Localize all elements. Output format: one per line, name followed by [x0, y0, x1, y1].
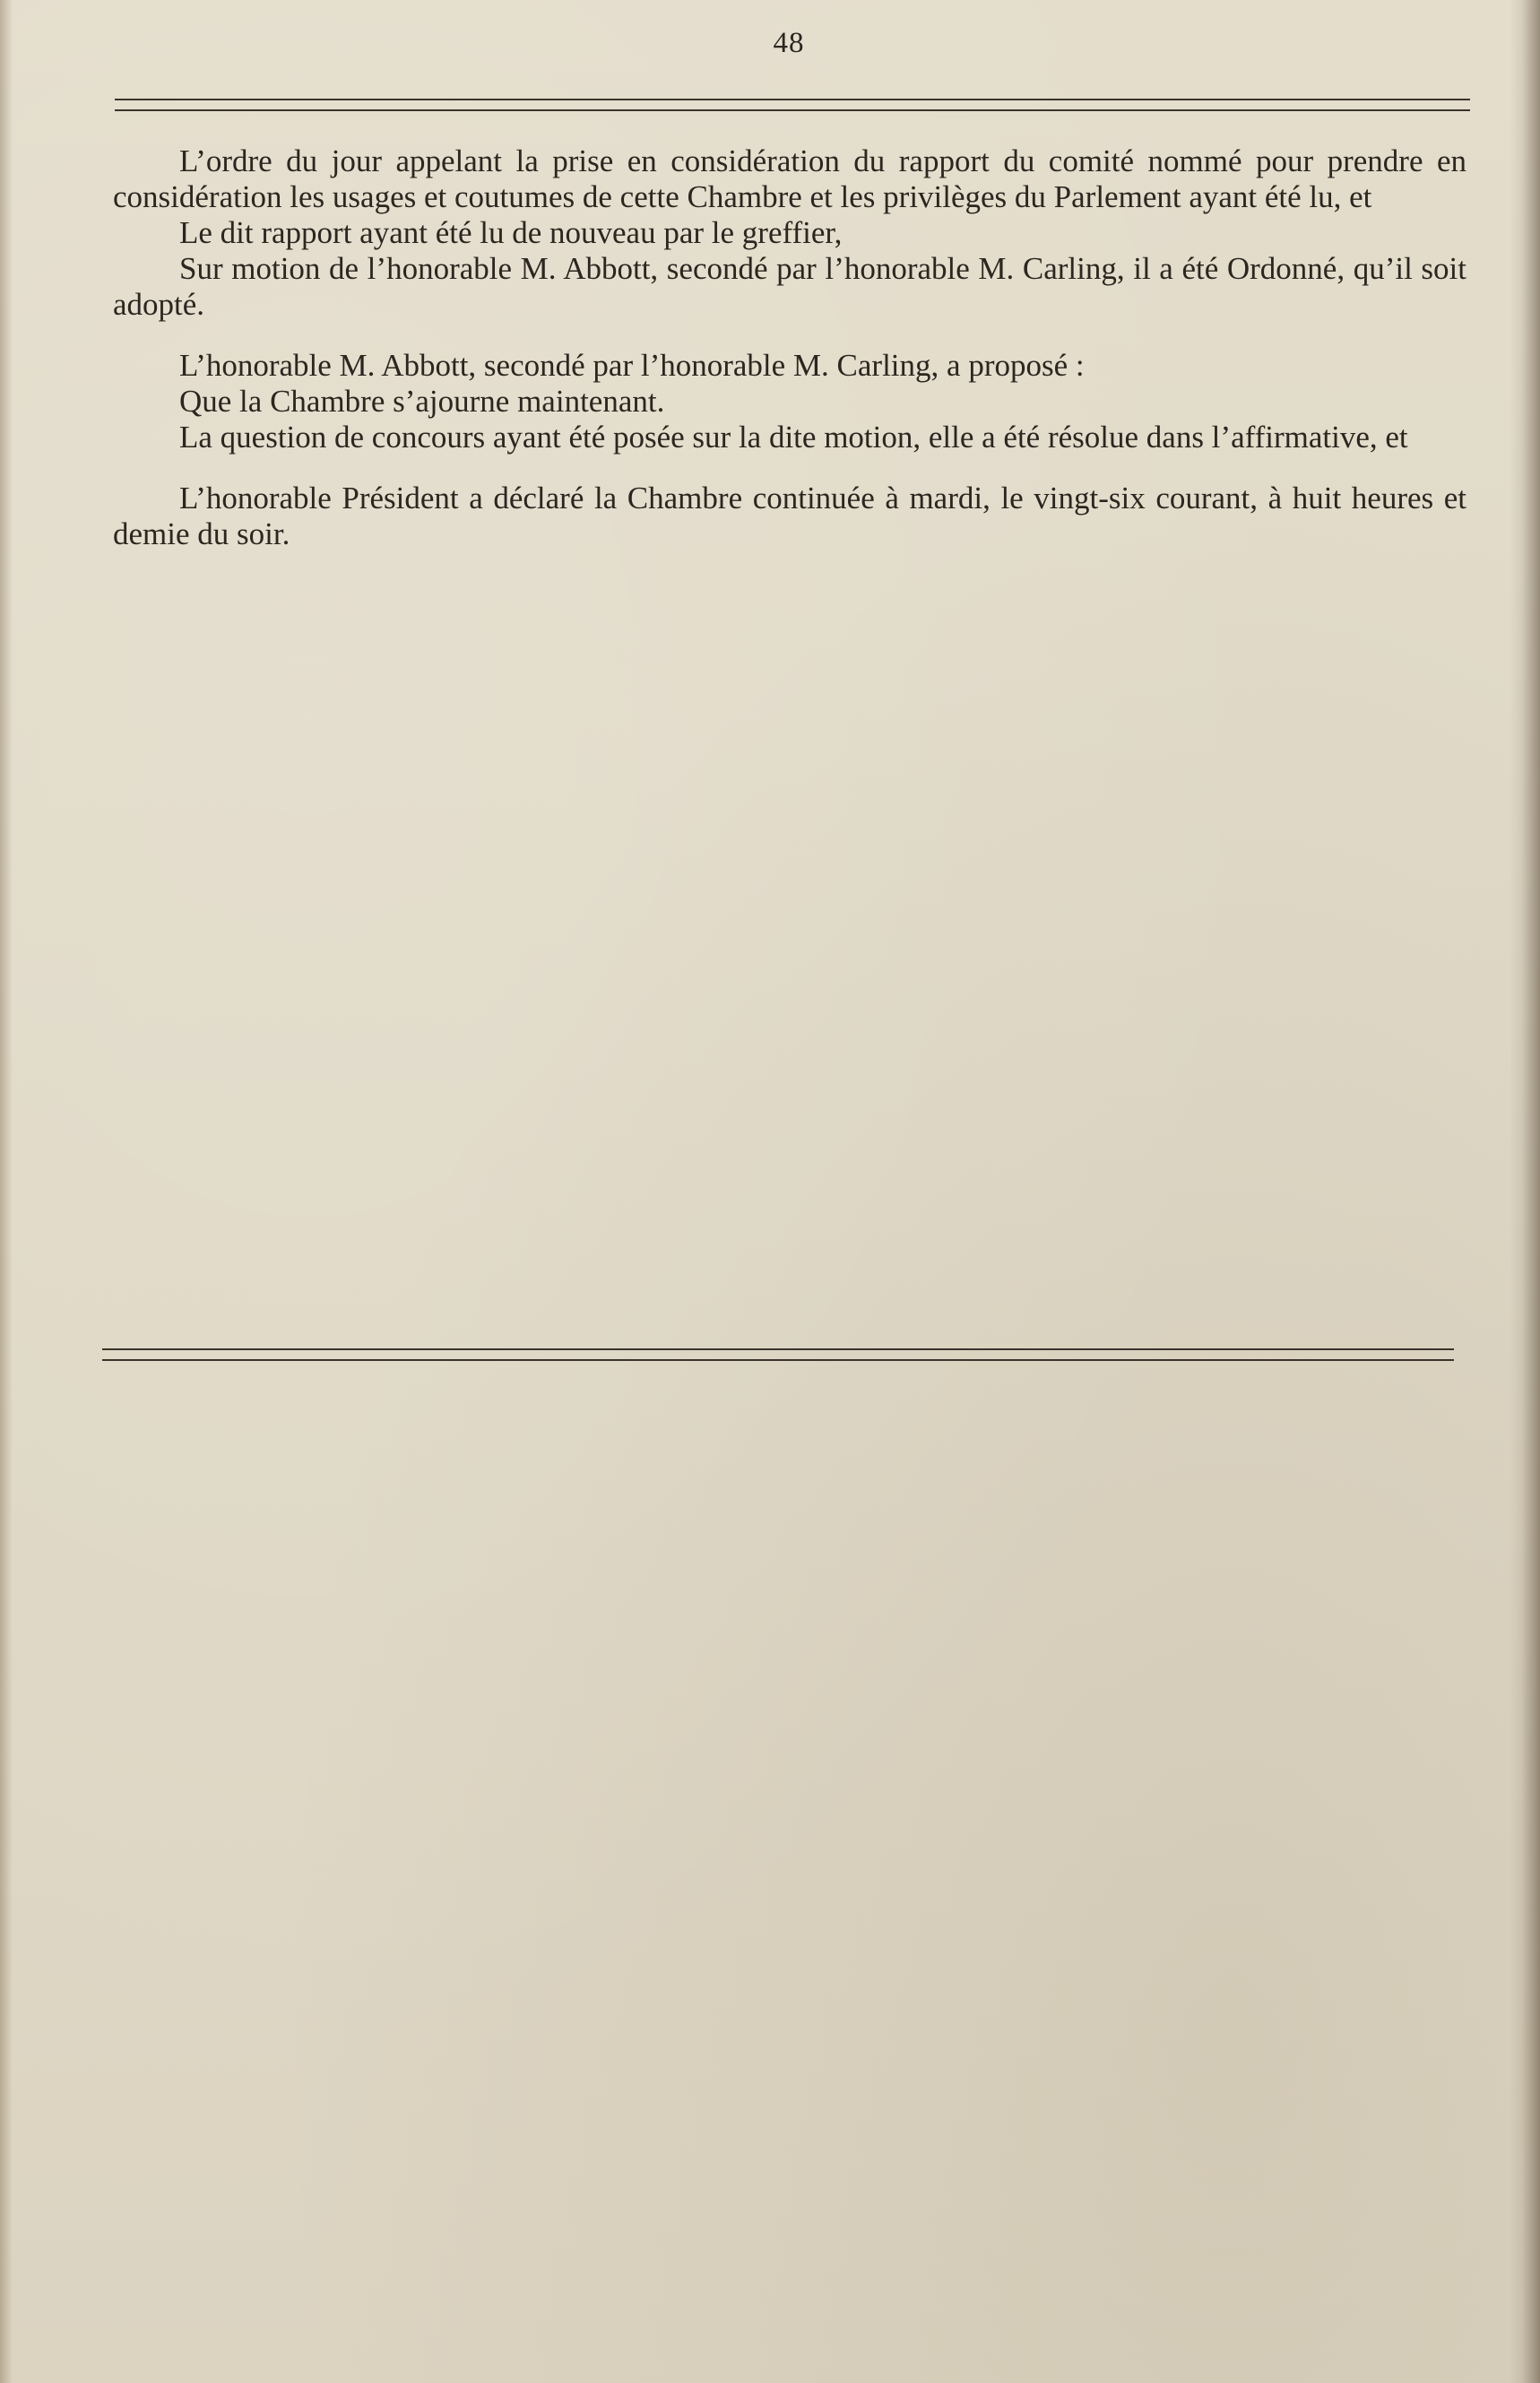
body-text: [113, 143, 1466, 552]
paragraph-adjourn-now: Que la Chambre s’ajourne maintenant.: [179, 384, 665, 419]
paragraph-adjournment-proposal: L’honorable M. Abbott, secondé par l’honorable M. Carling, a proposé :: [179, 348, 1085, 383]
page-left-shadow: [0, 0, 13, 2383]
page-binding-shadow: [1510, 0, 1540, 2383]
footer-rule-upper: [102, 1348, 1454, 1350]
header-rule-upper: [115, 99, 1470, 100]
header-rule-lower: [115, 109, 1470, 111]
footer-rule-lower: [102, 1359, 1454, 1361]
paragraph-house-continued: L’honorable Président a déclaré la Chambre continuée à mardi, le vingt-six courant, à huit heures et demie du soir.: [113, 481, 1466, 551]
paragraph-motion-adopted: Sur motion de l’honorable M. Abbott, secondé par l’honorable M. Carling, il a été Ordonné, qu’il soit adopté.: [113, 251, 1466, 322]
paragraph-question-resolved: La question de concours ayant été posée sur la dite motion, elle a été résolue dans l’affirmative, et: [179, 420, 1408, 455]
paragraph-order-of-day: L’ordre du jour appelant la prise en considération du rapport du comité nommé pour prendre en considération les usages et coutumes de cette Chambre et les privilèges du Parlement ayant été lu, et: [113, 143, 1466, 214]
paragraph-report-read: Le dit rapport ayant été lu de nouveau par le greffier,: [179, 215, 843, 250]
page-number: 48: [773, 27, 805, 59]
